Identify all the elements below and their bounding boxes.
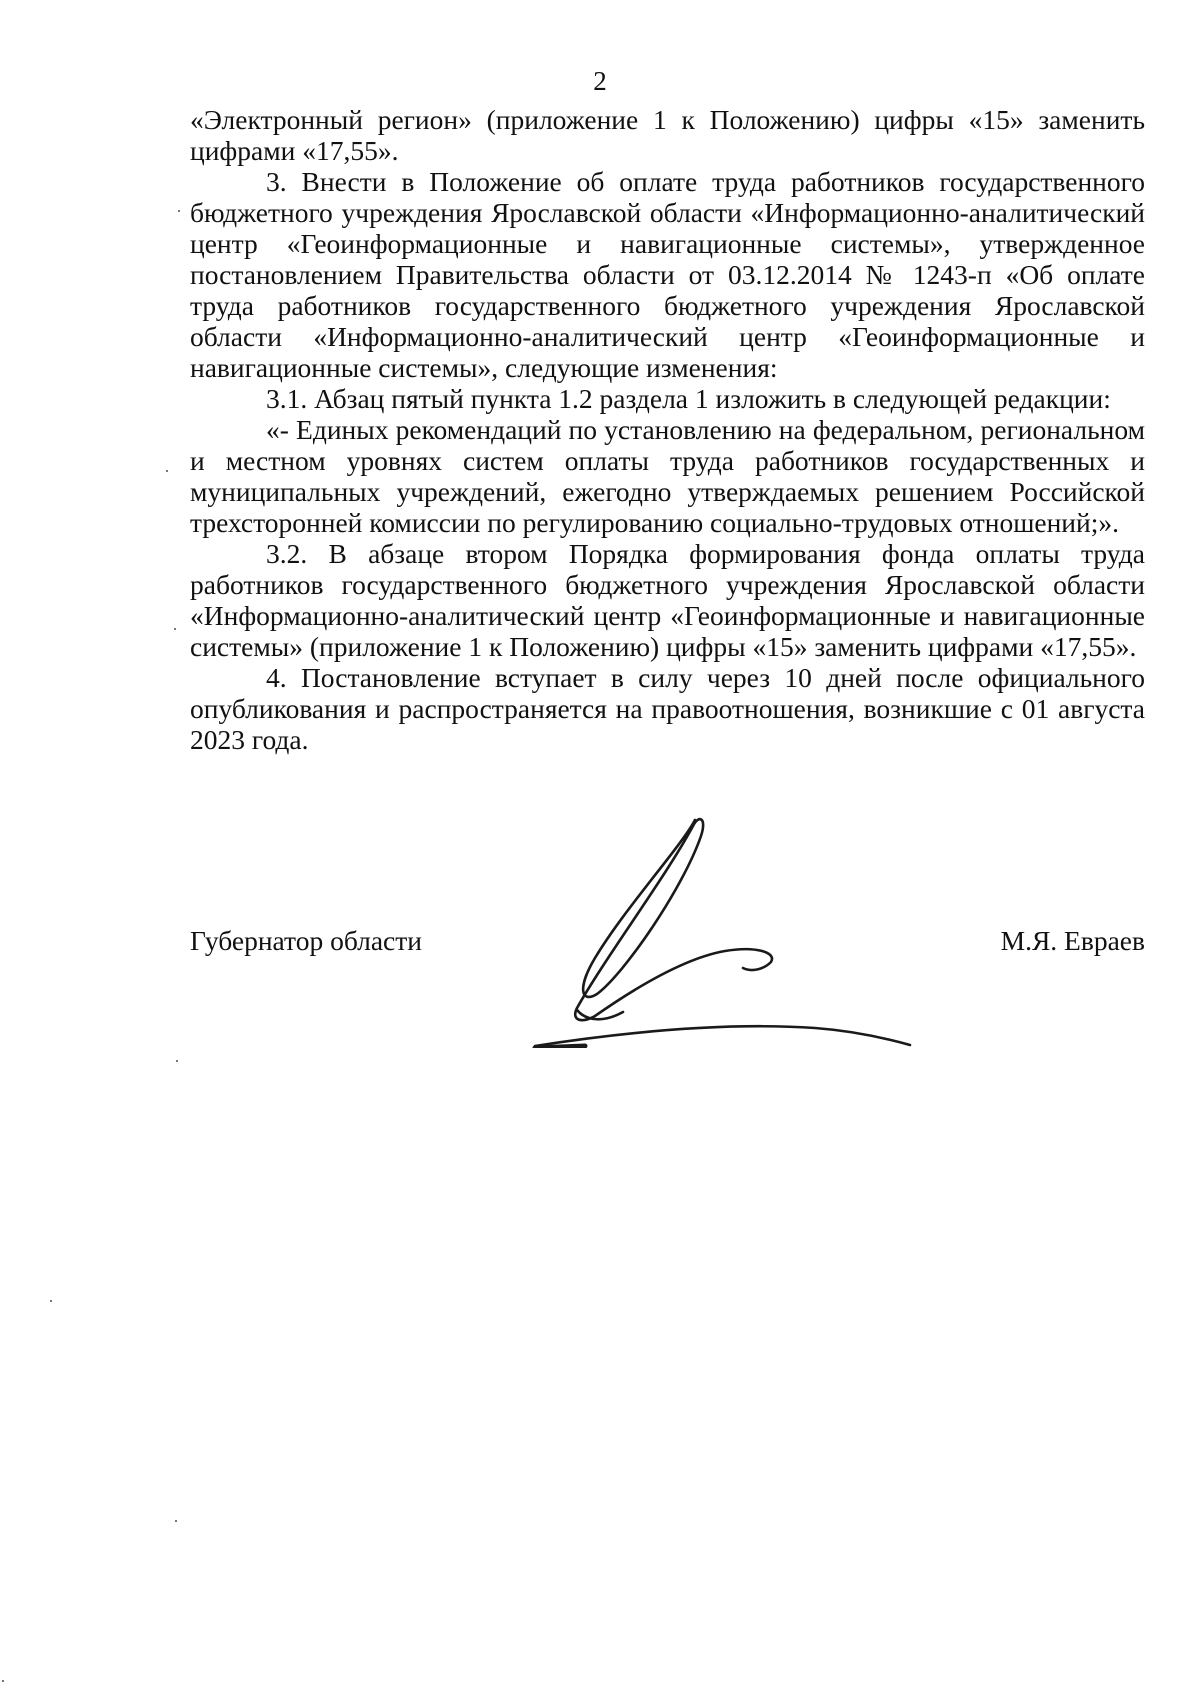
document-body xyxy=(190,104,1145,755)
scan-speck xyxy=(166,470,168,472)
paragraph-quoted-text: «- Единых рекомендаций по установлению на федеральном, региональном и местном уровнях систем оплаты труда работников государственных и муниципальных учреждений, ежегодно утверждаемых решением Российской трехсторонней комиссии по регулированию социально-трудовых отношений;». xyxy=(190,414,1145,538)
paragraph-item-3-1: 3.1. Абзац пятый пункта 1.2 раздела 1 изложить в следующей редакции: xyxy=(266,383,1111,414)
page-number: 2 xyxy=(593,66,607,96)
signature-block xyxy=(190,925,1145,965)
paragraph-item-3: 3. Внести в Положение об оплате труда работников государственного бюджетного учреждения Ярославской области «Информационно-аналитический центр «Геоинформационные и навигационные системы», утвержденное постановлением Правительства области от 03.12.2014 № 1243-п «Об оплате труда работников государственного бюджетного учреждения Ярославской области «Информационно-аналитический центр «Геоинформационные и навигационные системы», следующие изменения: xyxy=(190,166,1145,383)
scan-speck xyxy=(2,1680,4,1682)
paragraph-item-4: 4. Постановление вступает в силу через 10 дней после официального опубликования и распространяется на правоотношения, возникшие с 01 августа 2023 года. xyxy=(190,662,1145,755)
scan-speck xyxy=(50,1300,52,1302)
scan-speck xyxy=(176,1060,178,1062)
signatory-name: М.Я. Евраев xyxy=(1000,925,1145,956)
paragraph-item-3-2: 3.2. В абзаце втором Порядка формирования фонда оплаты труда работников государственного бюджетного учреждения Ярославской области «Информационно-аналитический центр «Геоинформационные и навигационные системы» (приложение 1 к Положению) цифры «15» заменить цифрами «17,55». xyxy=(190,538,1145,662)
scan-speck xyxy=(174,628,176,630)
signatory-position: Губернатор области xyxy=(190,925,422,956)
paragraph-continuation: «Электронный регион» (приложение 1 к Положению) цифры «15» заменить цифрами «17,55». xyxy=(190,104,1145,166)
scan-speck xyxy=(178,210,180,212)
scan-speck xyxy=(175,1520,177,1522)
